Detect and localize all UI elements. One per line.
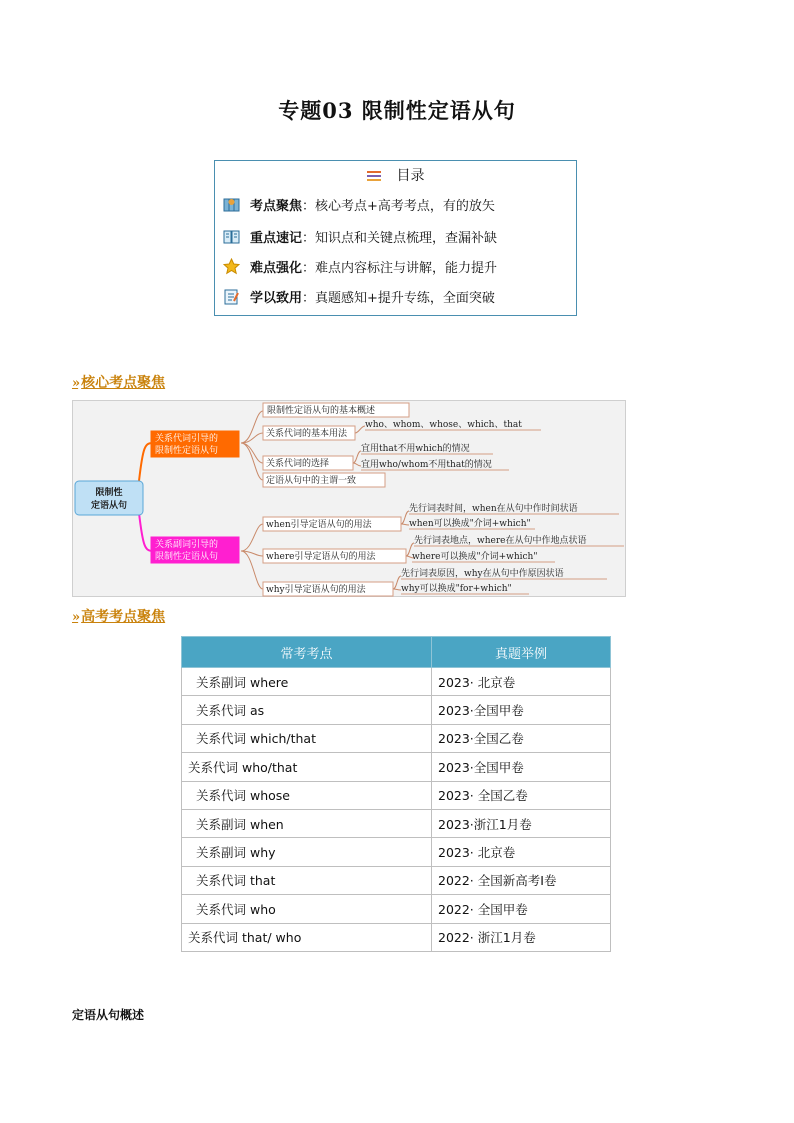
exam-point-cell: 关系副词 when bbox=[182, 809, 432, 837]
branch-label: 关系代词引导的 bbox=[155, 434, 219, 444]
book-icon bbox=[223, 228, 240, 245]
mind-node-text: where引导定语从句的用法 bbox=[266, 552, 376, 562]
exam-example-cell: 2022· 全国甲卷 bbox=[432, 895, 611, 923]
exam-example-cell: 2023·全国乙卷 bbox=[432, 724, 611, 752]
mind-leaf-text: 先行词表地点，where在从句中作地点状语 bbox=[414, 536, 587, 546]
table-row bbox=[182, 668, 611, 696]
mind-node-text: 关系代词的选择 bbox=[266, 459, 330, 469]
section-gaokao-title: 高考考点聚焦 bbox=[81, 609, 166, 625]
table-row bbox=[182, 866, 611, 894]
column-header: 常考考点 bbox=[182, 637, 432, 668]
toc-item-desc: ：难点内容标注与讲解，能力提升 bbox=[302, 261, 498, 276]
mind-node-text: why引导定语从句的用法 bbox=[266, 585, 366, 595]
mind-leaf-text: 先行词表原因，why在从句中作原因状语 bbox=[401, 569, 564, 579]
table-row bbox=[182, 809, 611, 837]
section-core-title: 核心考点聚焦 bbox=[81, 375, 166, 391]
exam-example-cell: 2023· 北京卷 bbox=[432, 838, 611, 866]
section-core bbox=[72, 372, 165, 392]
mind-leaf-text: why可以换成"for+which" bbox=[401, 584, 512, 594]
exam-point-cell: 关系代词 whose bbox=[182, 781, 432, 809]
branch-label: 限制性定语从句 bbox=[155, 446, 219, 456]
table-row bbox=[182, 724, 611, 752]
mind-leaf-text: where可以换成"介词+which" bbox=[412, 552, 538, 562]
column-header: 真题举例 bbox=[432, 637, 611, 668]
table-of-contents bbox=[214, 160, 577, 316]
exam-point-cell: 关系代词 that bbox=[182, 866, 432, 894]
exam-example-cell: 2023· 北京卷 bbox=[432, 668, 611, 696]
mind-map bbox=[72, 400, 626, 597]
toc-item-label: 重点速记 bbox=[250, 231, 303, 246]
exam-point-cell: 关系代词 who bbox=[182, 895, 432, 923]
connector bbox=[241, 411, 263, 480]
notepad-icon bbox=[223, 288, 240, 305]
mind-root-line2: 定语从句 bbox=[90, 501, 128, 511]
table-row bbox=[182, 781, 611, 809]
list-icon bbox=[367, 171, 381, 181]
exam-point-cell: 关系代词 that/ who bbox=[182, 923, 432, 951]
branch-label: 关系副词引导的 bbox=[155, 540, 219, 550]
exam-point-cell: 关系副词 where bbox=[182, 668, 432, 696]
table-header-row bbox=[182, 637, 611, 668]
exam-example-cell: 2023·全国甲卷 bbox=[432, 696, 611, 724]
map-icon bbox=[223, 196, 240, 213]
exam-example-cell: 2022· 全国新高考I卷 bbox=[432, 866, 611, 894]
mind-leaf-text: 先行词表时间，when在从句中作时间状语 bbox=[409, 504, 578, 514]
toc-heading bbox=[215, 165, 576, 185]
mind-leaf-text: 宜用who/whom不用that的情况 bbox=[361, 460, 492, 470]
exam-example-cell: 2023·浙江1月卷 bbox=[432, 809, 611, 837]
chevron-right-icon: » bbox=[72, 610, 79, 625]
table-row bbox=[182, 923, 611, 951]
table-row bbox=[182, 753, 611, 781]
exam-example-cell: 2023· 全国乙卷 bbox=[432, 781, 611, 809]
toc-item bbox=[223, 257, 497, 276]
toc-item bbox=[223, 227, 497, 246]
toc-item-desc: ：真题感知+提升专练，全面突破 bbox=[302, 291, 495, 306]
mind-leaf-text: who、whom、whose、which、that bbox=[365, 420, 522, 430]
exam-example-cell: 2022· 浙江1月卷 bbox=[432, 923, 611, 951]
mind-leaf-text: 宜用that不用which的情况 bbox=[361, 444, 470, 454]
table-row bbox=[182, 696, 611, 724]
branch-label: 限制性定语从句 bbox=[155, 552, 219, 562]
mind-node-text: 关系代词的基本用法 bbox=[266, 429, 348, 439]
mind-root-line1: 限制性 bbox=[95, 488, 123, 498]
exam-point-cell: 关系代词 who/that bbox=[182, 753, 432, 781]
toc-item-label: 考点聚焦 bbox=[250, 199, 303, 214]
toc-item-desc: ：核心考点+高考考点，有的放矢 bbox=[302, 199, 495, 214]
exam-example-cell: 2023·全国甲卷 bbox=[432, 753, 611, 781]
page-title: 专题03 限制性定语从句 bbox=[278, 98, 516, 123]
exam-point-cell: 关系代词 as bbox=[182, 696, 432, 724]
toc-heading-text: 目录 bbox=[396, 168, 425, 184]
mind-map-graphic bbox=[73, 401, 627, 598]
chevron-right-icon: » bbox=[72, 376, 79, 391]
connector bbox=[241, 524, 263, 589]
table-row bbox=[182, 895, 611, 923]
mind-node-text: 限制性定语从句的基本概述 bbox=[267, 406, 376, 416]
exam-points-table bbox=[181, 636, 611, 952]
exam-point-cell: 关系代词 which/that bbox=[182, 724, 432, 752]
mind-node-text: 定语从句中的主谓一致 bbox=[266, 476, 357, 486]
section-gaokao bbox=[72, 606, 165, 626]
toc-item bbox=[223, 287, 495, 306]
toc-item-desc: ：知识点和关键点梳理，查漏补缺 bbox=[302, 231, 498, 246]
toc-item-label: 学以致用 bbox=[250, 291, 303, 306]
exam-point-cell: 关系副词 why bbox=[182, 838, 432, 866]
mind-node-text: when引导定语从句的用法 bbox=[266, 520, 372, 530]
mind-leaf-text: when可以换成"介词+which" bbox=[409, 519, 531, 529]
table-row bbox=[182, 838, 611, 866]
star-icon bbox=[223, 258, 240, 275]
toc-item bbox=[223, 195, 495, 214]
subsection-heading: 定语从句概述 bbox=[72, 1008, 145, 1022]
toc-item-label: 难点强化 bbox=[250, 261, 303, 276]
